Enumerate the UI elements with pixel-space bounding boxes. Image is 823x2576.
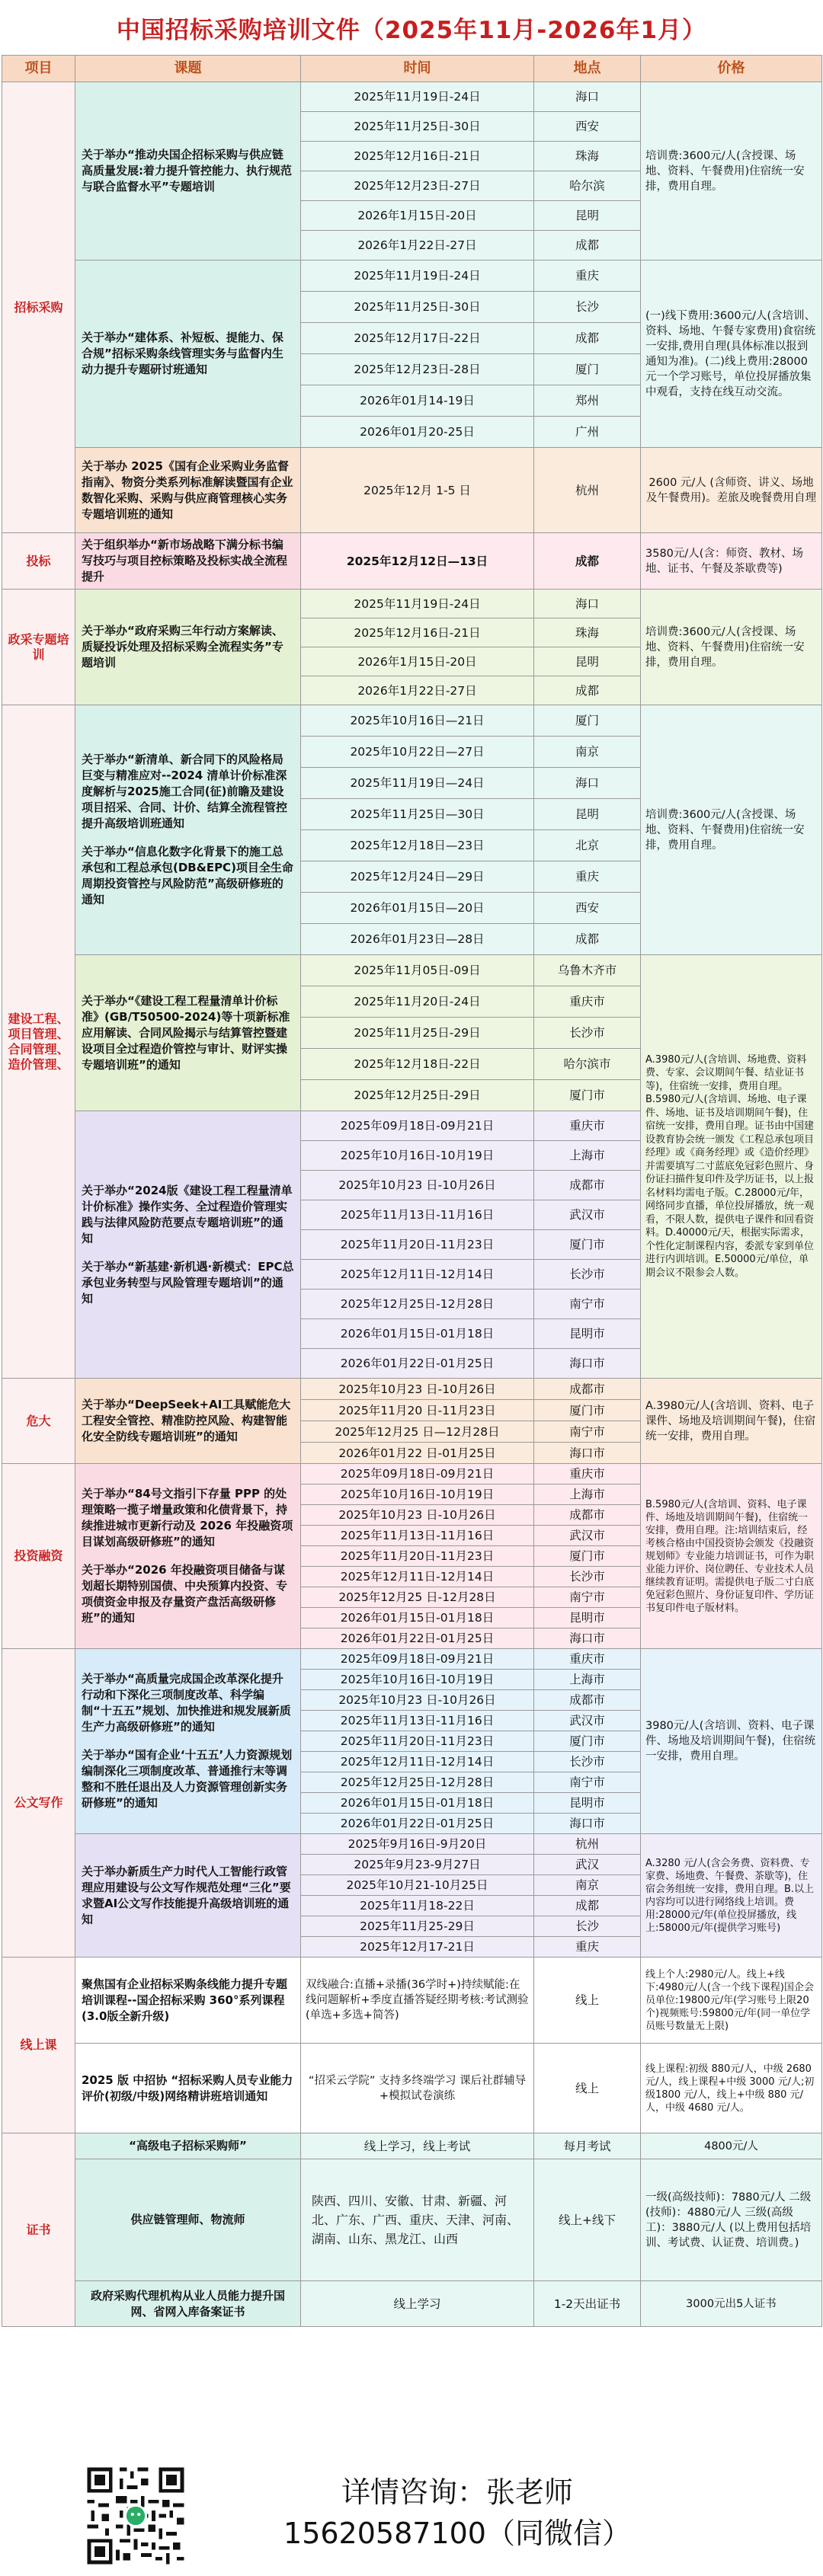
category-cell: 投标: [2, 533, 75, 590]
topic-text: 关于举办“2026 年投融资项目储备与谋划超长期特别国债、中央预算内投资、专项债资金申报及存量资产盘活高级研修班”的通知: [82, 1563, 288, 1625]
date-cell: 2025年12月11日-12月14日: [301, 1567, 534, 1587]
date-cell: 2025年9月23-9月27日: [301, 1855, 534, 1875]
location-cell: 哈尔滨市: [534, 1049, 641, 1080]
date-cell: 2025年12月12日—13日: [301, 533, 534, 590]
price-cell: A.3980元/人(含培训、场地费、资料费、专家、会议期间午餐、结业证书等)，住宿统一安排，费用自理。B.5980元/人(含培训、场地、电子课件、场地、证书及培训期间午餐)，住宿统一安排，费用自理。证书由中国建设教育协会统一颁发《工程总承包项目经理》或《商务经理》或《造价经理》并需要填写二寸蓝底免冠彩色照片、身份证扫描件复印件及学历证书，以上报名材料均需电子版。C.28000元/年，网络同步直播，单位投屏播放，统一观看，不限人数，提供电子课件和回看资料。D.40000元/天，根据实际需求，个性化定制课程内容，委派专家到单位进行内训培训。E.50000元/单位，单期会议不限参会人数。: [641, 955, 822, 1379]
location-cell: 成都市: [534, 1505, 641, 1526]
location-cell: 长沙市: [534, 1567, 641, 1587]
location-cell: 成都市: [534, 1171, 641, 1200]
date-cell: 2025年12月25 日-12月28日: [301, 1587, 534, 1608]
location-cell: 昆明: [534, 799, 641, 830]
wechat-qr-code-icon[interactable]: [84, 2464, 187, 2568]
location-cell: 海口市: [534, 1349, 641, 1379]
date-cell: 2026年1月15日-20日: [301, 647, 534, 676]
date-cell: 双线融合:直播+录播(36学时+)持续赋能:在线问题解析+季度直播答疑经期考核:考试测验(单选+多选+简答): [301, 1958, 534, 2044]
location-cell: 上海市: [534, 1485, 641, 1505]
topic-text: 关于举办“高质量完成国企改革深化提升行动和下深化三项制度改革、科学编制“十五五”规划、加快推进和规发展新质生产力高级研修班”的通知: [82, 1672, 291, 1734]
page-title: 中国招标采购培训文件（2025年11月-2026年1月）: [116, 16, 707, 44]
date-cell: 2025年11月19日—24日: [301, 768, 534, 799]
price-cell: A.3980元/人(含培训、资料、电子课件、场地及培训期间午餐)，住宿统一安排，费用自理。: [641, 1379, 822, 1464]
topic-cell: 关于举办 2025《国有企业采购业务监督指南》、物资分类系列标准解读暨国有企业数智化采购、采购与供应商管理核心实务专题培训班的通知: [75, 448, 301, 533]
location-cell: 南宁市: [534, 1587, 641, 1608]
location-cell: 南宁市: [534, 1772, 641, 1793]
date-cell: 2025年10月23 日-10月26日: [301, 1505, 534, 1526]
price-cell: 培训费:3600元/人(含授课、场地、资料、午餐费用)住宿统一安排，费用自理。: [641, 705, 822, 955]
price-cell: 3580元/人(含：师资、教材、场地、证书、午餐及茶歇费等): [641, 533, 822, 590]
table-row: [2, 1464, 822, 1485]
table-row: [2, 448, 822, 533]
location-cell: 成都: [534, 1896, 641, 1916]
table-row: [2, 2044, 822, 2133]
location-cell: 成都市: [534, 1690, 641, 1711]
location-cell: 南京: [534, 737, 641, 768]
location-cell: 郑州: [534, 385, 641, 417]
table-row: [2, 1834, 822, 1855]
date-cell: 2025年12月23日-27日: [301, 171, 534, 201]
date-cell: 2025年11月18-22日: [301, 1896, 534, 1916]
header-price: 价格: [641, 56, 822, 82]
category-cell: 投资融资: [2, 1464, 75, 1649]
date-cell: 2025年11月20日-11月23日: [301, 1731, 534, 1752]
topic-cell: [75, 1464, 301, 1649]
location-cell: 厦门市: [534, 1546, 641, 1567]
location-cell: 杭州: [534, 448, 641, 533]
location-cell: 重庆: [534, 1937, 641, 1958]
table-row: [2, 590, 822, 618]
category-cell: 招标采购: [2, 82, 75, 533]
location-cell: 成都: [534, 323, 641, 354]
date-cell: 2026年1月22日-27日: [301, 231, 534, 260]
date-cell: 2025年11月20日-11月23日: [301, 1230, 534, 1260]
location-cell: 重庆: [534, 861, 641, 893]
location-cell: 重庆市: [534, 1111, 641, 1141]
price-cell: 培训费:3600元/人(含授课、场地、资料、午餐费用)住宿统一安排，费用自理。: [641, 82, 822, 260]
table-row: [2, 1649, 822, 1670]
location-cell: 重庆市: [534, 986, 641, 1018]
location-cell: 武汉: [534, 1855, 641, 1875]
price-cell: 3000元出5人证书: [641, 2281, 822, 2327]
topic-cell: 关于举办“推动央国企招标采购与供应链高质量发展:着力提升管控能力、执行规范与联合监督水平”专题培训: [75, 82, 301, 260]
location-cell: 线上: [534, 1958, 641, 2044]
price-cell: 4800元/人: [641, 2133, 822, 2159]
date-cell: 2025年11月25日—30日: [301, 799, 534, 830]
table-row: [2, 2159, 822, 2281]
topic-text: 关于举办“84号文指引下存量 PPP 的处理策略一揽子增量政策和化债背景下，持续推进城市更新行动及 2026 年投融资项目谋划高级研修班”的通知: [82, 1487, 293, 1548]
topic-cell: [75, 1111, 301, 1379]
date-cell: 2025年12月11日-12月14日: [301, 1260, 534, 1290]
date-cell: 2025年11月05日-09日: [301, 955, 534, 986]
category-cell: 线上课: [2, 1958, 75, 2133]
location-cell: 昆明市: [534, 1793, 641, 1814]
location-cell: 南宁市: [534, 1290, 641, 1319]
location-cell: 上海市: [534, 1670, 641, 1690]
topic-group: [82, 1480, 294, 1632]
date-cell: 2025年11月19日-24日: [301, 82, 534, 112]
topic-group: [82, 1177, 294, 1313]
date-cell: 2025年9月16日-9月20日: [301, 1834, 534, 1855]
date-cell: 2025年10月16日-10月19日: [301, 1141, 534, 1171]
date-cell: 线上学习，线上考试: [301, 2133, 534, 2159]
topic-cell: 关于举办“政府采购三年行动方案解读、质疑投诉处理及招标采购全流程实务”专题培训: [75, 590, 301, 705]
price-cell: (一)线下费用:3600元/人(含培训、资料、场地、午餐专家费用)食宿统一安排,费用自理(具体标准以报到通知为准)。(二)线上费用:28000元一个学习账号，单位投屏播放集中观看，支持在线互动交流。: [641, 260, 822, 448]
date-cell: 2025年09月18日-09月21日: [301, 1111, 534, 1141]
category-cell: 危大: [2, 1379, 75, 1464]
location-cell: 昆明: [534, 647, 641, 676]
date-cell: 2025年12月25日-12月28日: [301, 1772, 534, 1793]
topic-group: [82, 1665, 294, 1817]
location-cell: 哈尔滨: [534, 171, 641, 201]
location-cell: 海口市: [534, 1814, 641, 1834]
date-cell: 2026年01月22日-01月25日: [301, 1628, 534, 1649]
date-cell: 2025年11月13日-11月16日: [301, 1526, 534, 1546]
location-cell: 重庆市: [534, 1649, 641, 1670]
price-cell: B.5980元/人(含培训、资料、电子课件、场地及培训期间午餐)，住宿统一安排，费用自理。注:培训结束后，经考核合格由中国投资协会颁发《投融资规划师》专业能力培训证书，可作为职业能力评价、岗位聘任、专业技术人员继续教育证明。需提供电子版二寸白底免冠彩色照片、身份证复印件、学历证书复印件电子版材料。: [641, 1464, 822, 1649]
location-cell: 北京: [534, 830, 641, 861]
date-cell: 2025年11月20日-11月23日: [301, 1546, 534, 1567]
location-cell: 厦门: [534, 354, 641, 385]
date-cell: 2025年11月25日-30日: [301, 112, 534, 142]
topic-group: [82, 746, 294, 914]
topic-cell: 政府采购代理机构从业人员能力提升国网、省网入库备案证书: [75, 2281, 301, 2327]
location-cell: 成都: [534, 231, 641, 260]
location-cell: 厦门市: [534, 1230, 641, 1260]
date-cell: 2026年01月15日-01月18日: [301, 1793, 534, 1814]
date-cell: 2026年01月15日-01月18日: [301, 1608, 534, 1628]
date-cell: 2025年11月13日-11月16日: [301, 1711, 534, 1731]
date-cell: 2026年01月23日—28日: [301, 924, 534, 955]
location-cell: 重庆: [534, 260, 641, 292]
location-cell: 上海市: [534, 1141, 641, 1171]
date-cell: 2026年01月22日-01月25日: [301, 1349, 534, 1379]
topic-cell: [75, 705, 301, 955]
contact-info: [244, 2472, 671, 2554]
category-cell: 建设工程、项目管理、合同管理、造价管理、: [2, 705, 75, 1379]
date-cell: 2025年12月18日-22日: [301, 1049, 534, 1080]
date-cell: 2025年12月17-21日: [301, 1937, 534, 1958]
location-cell: 每月考试: [534, 2133, 641, 2159]
location-cell: 重庆市: [534, 1464, 641, 1485]
topic-text: 关于举办“2024版《建设工程工程量清单计价标准》操作实务、全过程造价管理实践与法律风险防范要点专题培训班”的通知: [82, 1183, 293, 1245]
location-cell: 厦门市: [534, 1400, 641, 1421]
date-cell: 2025年10月16日—21日: [301, 705, 534, 737]
category-cell: 公文写作: [2, 1649, 75, 1958]
table-row: [2, 2133, 822, 2159]
table-row: [2, 260, 822, 292]
contact-phone[interactable]: 15620587100（同微信）: [283, 2517, 631, 2550]
location-cell: 成都市: [534, 1379, 641, 1400]
date-cell: 2025年11月20 日-11月23日: [301, 1400, 534, 1421]
topic-text: 关于举办“新基建·新机遇·新模式：EPC总承包业务转型与风险管理专题培训”的通知: [82, 1259, 294, 1306]
topic-cell: 关于举办新质生产力时代人工智能行政管理应用建设与公文写作规范处理“三化”要求暨AI公文写作技能提升高级培训班的通知: [75, 1834, 301, 1958]
table-header: [2, 56, 822, 82]
topic-cell: 关于举办“《建设工程工程量清单计价标准》(GB/T50500-2024)等十项新标准应用解读、合同风险揭示与结算管控暨建设项目全过程造价管控与审计、财评实操专题培训班”的通知: [75, 955, 301, 1111]
date-cell: 2025年10月16日-10月19日: [301, 1670, 534, 1690]
date-cell: 2026年01月22日-01月25日: [301, 1814, 534, 1834]
date-cell: 2026年01月15日—20日: [301, 893, 534, 924]
topic-cell: “高级电子招标采购师”: [75, 2133, 301, 2159]
course-table: [2, 55, 822, 2327]
location-cell: 成都: [534, 676, 641, 705]
date-cell: 2025年10月23 日-10月26日: [301, 1171, 534, 1200]
date-cell: 2025年12月17日-22日: [301, 323, 534, 354]
date-cell: 2025年12月23日-28日: [301, 354, 534, 385]
topic-cell: 聚焦国有企业招标采购条线能力提升专题培训课程--国企招标采购 360°系列课程(3.0版全新升级): [75, 1958, 301, 2044]
price-cell: A.3280 元/人(含会务费、资料费、专家费、场地费、午餐费、茶歇等)，住宿会务组统一安排，费用自理。B.以上内容均可以进行网络线上培训。费用:28000元/年(单位投屏播放，线上:58000元/年(提供学习账号): [641, 1834, 822, 1958]
table-row: [2, 955, 822, 986]
date-cell: 2025年10月23 日-10月26日: [301, 1690, 534, 1711]
date-cell: 2025年12月16日-21日: [301, 142, 534, 171]
date-cell: 2025年11月19日-24日: [301, 590, 534, 618]
topic-text: 关于举办“信息化数字化背景下的施工总承包和工程总承包(DB&EPC)项目全生命周期投资管控与风险防范”高级研修班的通知: [82, 845, 293, 906]
location-cell: 南京: [534, 1875, 641, 1896]
date-cell: 2025年11月13日-11月16日: [301, 1200, 534, 1230]
location-cell: 长沙: [534, 1916, 641, 1937]
location-cell: 南宁市: [534, 1421, 641, 1443]
location-cell: 线上+线下: [534, 2159, 641, 2281]
date-cell: 2025年09月18日-09月21日: [301, 1649, 534, 1670]
date-cell: 2025年10月23 日-10月26日: [301, 1379, 534, 1400]
date-cell: 线上学习: [301, 2281, 534, 2327]
price-cell: 2600 元/人 (含师资、讲义、场地及午餐费用)。差旅及晚餐费用自理: [641, 448, 822, 533]
location-cell: 西安: [534, 112, 641, 142]
date-cell: 2026年01月14-19日: [301, 385, 534, 417]
date-cell: 2025年12月 1-5 日: [301, 448, 534, 533]
location-cell: 武汉市: [534, 1200, 641, 1230]
date-cell: 2025年12月18日—23日: [301, 830, 534, 861]
location-cell: 海口: [534, 768, 641, 799]
category-cell: 证书: [2, 2133, 75, 2327]
location-cell: 广州: [534, 417, 641, 448]
date-cell: 2025年11月19日-24日: [301, 260, 534, 292]
location-cell: 珠海: [534, 618, 641, 647]
location-cell: 厦门: [534, 705, 641, 737]
date-cell: 2025年10月22日—27日: [301, 737, 534, 768]
date-cell: 2025年10月16日-10月19日: [301, 1485, 534, 1505]
date-cell: 2026年01月22 日-01月25日: [301, 1443, 534, 1464]
date-cell: 2026年01月20-25日: [301, 417, 534, 448]
date-cell: 2025年12月25 日—12月28日: [301, 1421, 534, 1443]
price-cell: 一级(高级技师)：7880元/人 二级(技师)：4880元/人 三级(高级工)：3880元/人 (以上费用包括培训、考试费、认证费、培训费。): [641, 2159, 822, 2281]
contact-footer: [0, 2455, 823, 2576]
location-cell: 海口: [534, 82, 641, 112]
location-cell: 西安: [534, 893, 641, 924]
price-cell: 3980元/人(含培训、资料、电子课件、场地及培训期间午餐)，住宿统一安排，费用自理。: [641, 1649, 822, 1834]
topic-text: 关于举办“新清单、新合同下的风险格局巨变与精准应对--2024 清单计价标准深度解析与2025施工合同(征)前瞻及建设项目招采、合同、计价、结算全流程管控提升高级培训班通知: [82, 753, 288, 830]
date-cell: 2025年12月24日—29日: [301, 861, 534, 893]
topic-cell: 关于举办“DeepSeek+AI工具赋能危大工程安全管控、精准防控风险、构建智能化安全防线专题培训班”的通知: [75, 1379, 301, 1464]
date-cell: 2026年1月22日-27日: [301, 676, 534, 705]
topic-cell: 关于组织举办“新市场战略下满分标书编写技巧与项目控标策略及投标实战全流程提升: [75, 533, 301, 590]
location-cell: 海口市: [534, 1628, 641, 1649]
location-cell: 长沙市: [534, 1260, 641, 1290]
date-cell: 2025年12月16日-21日: [301, 618, 534, 647]
topic-cell: 2025 版 中招协 “招标采购人员专业能力评价(初级/中级)网络精讲班培训通知: [75, 2044, 301, 2133]
date-cell: 2025年12月11日-12月14日: [301, 1752, 534, 1772]
header-project: 项目: [2, 56, 75, 82]
topic-cell: 供应链管理师、物流师: [75, 2159, 301, 2281]
location-cell: 乌鲁木齐市: [534, 955, 641, 986]
date-cell: 2026年01月15日-01月18日: [301, 1319, 534, 1349]
location-cell: 昆明市: [534, 1319, 641, 1349]
date-cell: 2025年11月25日-30日: [301, 292, 534, 323]
location-cell: 长沙市: [534, 1018, 641, 1049]
category-cell: 政采专题培训: [2, 590, 75, 705]
price-cell: 培训费:3600元/人(含授课、场地、资料、午餐费用)住宿统一安排，费用自理。: [641, 590, 822, 705]
location-cell: 成都: [534, 924, 641, 955]
date-cell: 2025年12月25日-29日: [301, 1080, 534, 1111]
table-row: [2, 1379, 822, 1400]
date-cell: 2025年11月25-29日: [301, 1916, 534, 1937]
date-cell: 2025年09月18日-09月21日: [301, 1464, 534, 1485]
location-cell: 武汉市: [534, 1526, 641, 1546]
location-cell: 长沙市: [534, 1752, 641, 1772]
date-cell: 2025年12月25日-12月28日: [301, 1290, 534, 1319]
location-cell: 昆明市: [534, 1608, 641, 1628]
location-cell: 武汉市: [534, 1711, 641, 1731]
date-cell: 2025年11月20日-24日: [301, 986, 534, 1018]
topic-text: 关于举办“国有企业‘十五五’人力资源规划编制深化三项制度改革、普通推行末等调整和不胜任退出及人力资源管理创新实务研修班”的通知: [82, 1748, 293, 1810]
header-topic: 课题: [75, 56, 301, 82]
location-cell: 厦门市: [534, 1080, 641, 1111]
contact-person: 详情咨询：张老师: [341, 2475, 573, 2509]
date-cell: 2025年11月25日-29日: [301, 1018, 534, 1049]
location-cell: 昆明: [534, 201, 641, 231]
location-cell: 1-2天出证书: [534, 2281, 641, 2327]
table-row: [2, 1958, 822, 2044]
header-time: 时间: [301, 56, 534, 82]
location-cell: 海口市: [534, 1443, 641, 1464]
date-cell: 2026年1月15日-20日: [301, 201, 534, 231]
date-cell: 陕西、四川、安徽、甘肃、新疆、河北、广东、广西、重庆、天津、河南、湖南、山东、黑龙江、山西: [301, 2159, 534, 2281]
location-cell: 长沙: [534, 292, 641, 323]
location-cell: 海口: [534, 590, 641, 618]
date-cell: “招采云学院” 支持多终端学习 课后社群辅导+模拟试卷演练: [301, 2044, 534, 2133]
topic-cell: 关于举办“建体系、补短板、提能力、保合规”招标采购条线管理实务与监督内生动力提升专题研讨班通知: [75, 260, 301, 448]
location-cell: 线上: [534, 2044, 641, 2133]
location-cell: 杭州: [534, 1834, 641, 1855]
location-cell: 珠海: [534, 142, 641, 171]
table-row: [2, 705, 822, 737]
location-cell: 成都: [534, 533, 641, 590]
date-cell: 2025年10月21-10月25日: [301, 1875, 534, 1896]
location-cell: 厦门市: [534, 1731, 641, 1752]
price-cell: 线上课程:初级 880元/人，中级 2680元/人，线上课程+中级 3000 元/人;初级1800 元/人，线上+中级 880 元/人，中级 4680 元/人。: [641, 2044, 822, 2133]
topic-cell: [75, 1649, 301, 1834]
table-row: [2, 82, 822, 112]
header-location: 地点: [534, 56, 641, 82]
table-row: [2, 533, 822, 590]
price-cell: 线上个人:2980元/人。线上+线下:4980元/人(含一个线下课程)国企会员单位:19800元/年(学习账号上限20个)视频账号:59800元/年(同一单位学员账号数量无上限): [641, 1958, 822, 2044]
table-row: [2, 2281, 822, 2327]
